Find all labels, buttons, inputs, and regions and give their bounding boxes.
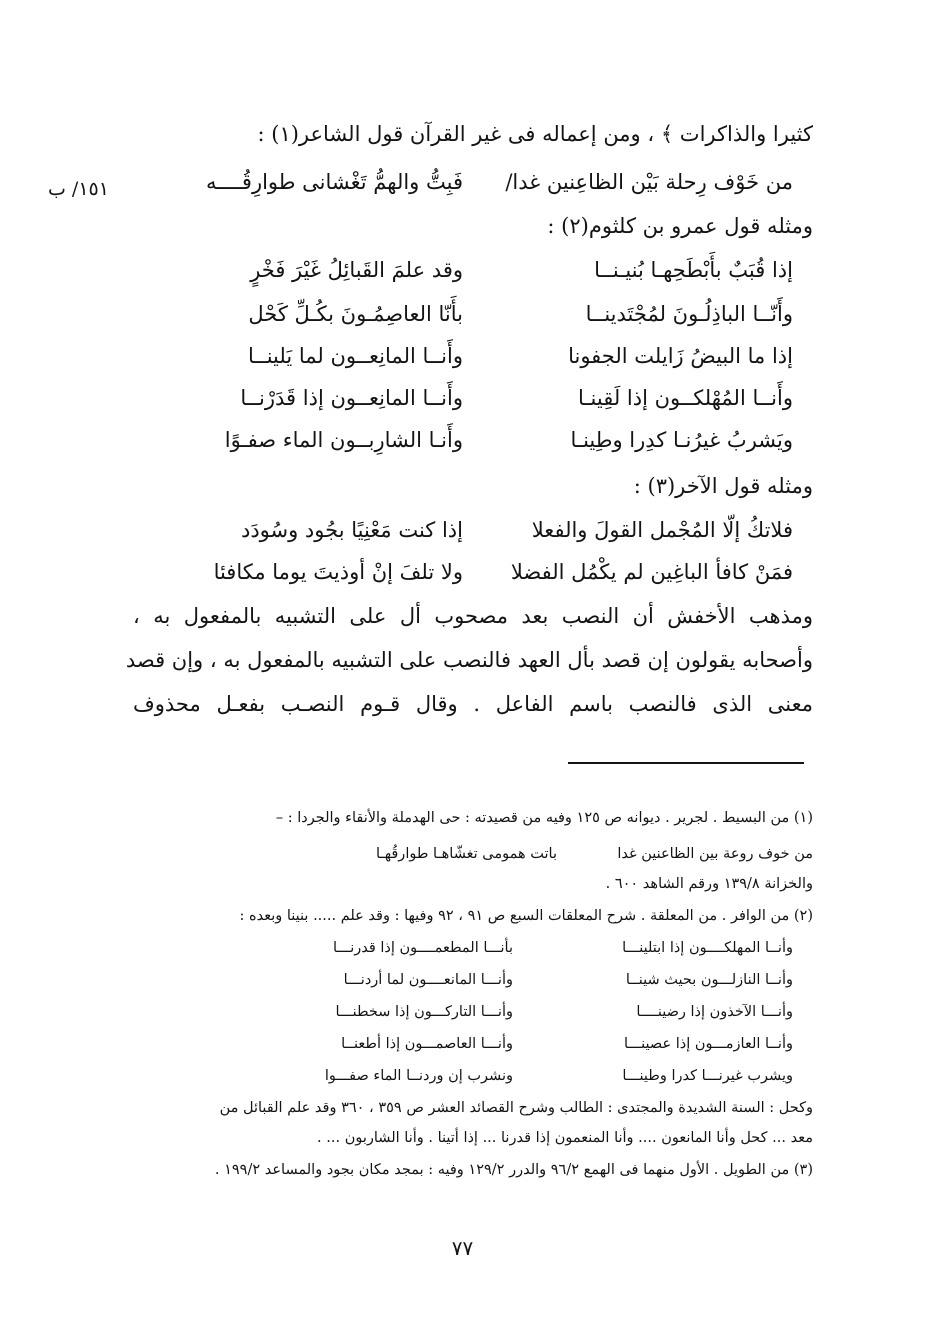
footnote-2-verse-1-b: وأنــا المهلكــــون إذا ابتلينـــا <box>622 940 793 956</box>
akhar-intro-line: ومثله قول الآخر(٣) : <box>633 474 813 498</box>
footnote-2-verse-4-a: وأنـــا العاصمـــون إذا أطعنــا <box>341 1036 513 1052</box>
akhar-verse-1-b: فلاتكُ إلّا المُجْمل القولَ والفعلا <box>531 518 793 542</box>
amr-verse-5-a: وأَنـا الشارِبــون الماء صفـوًا <box>224 428 463 452</box>
footnote-2-verse-4-b: وأنــا العازمـــون إذا عصينـــا <box>624 1036 793 1052</box>
footnote-1: (١) من البسيط . لجرير . ديوانه ص ١٢٥ وفيه من قصيدته : حى الهدملة والأنقاء والجردا : – <box>275 810 813 826</box>
amr-verse-3-a: وأَنــا المانِعــون لما يَلينــا <box>248 344 463 368</box>
akhar-verse-1-a: إذا كنت مَعْنِيًا بجُود وسُودَد <box>240 518 463 542</box>
footnote-2-verse-3-a: وأنـــا التاركـــون إذا سخطنـــا <box>335 1004 513 1020</box>
footnote-2-verse-1-a: بأنـــا المطعمــــون إذا قدرنـــا <box>333 940 513 956</box>
footnote-1-verse-b: من خوف روعة بين الظاعنين غدا <box>617 846 813 862</box>
amr-verse-4-b: وأَنــا المُهْلكــون إذا لَقِينـا <box>578 386 793 410</box>
footnote-2-verse-5-b: ويشرب غيرنـــا كدرا وطينـــا <box>622 1068 793 1084</box>
footnote-2-verse-2-b: وأنــا النازلـــون بحيث شينــا <box>625 972 793 988</box>
akhar-verse-2-b: فمَنْ كافأ الباغِين لم يكْمُل الفضلا <box>510 560 793 584</box>
amr-verse-1-b: إذا قُبَبٌ بأَبْطَحِهـا بُنيـنــا <box>594 258 793 282</box>
amr-verse-2-b: وأَنّــا الباذِلُـونَ لمُجْتَدينــا <box>585 302 793 326</box>
amr-verse-3-b: إذا ما البيضُ زَايلت الجفونا <box>568 344 793 368</box>
verse-1-first-hemistich: فَبِتُّ والهمُّ تَغْشانى طوارِقُــــه <box>206 170 463 194</box>
footnote-separator <box>568 762 804 764</box>
footnote-2-tail-1: وكحل : السنة الشديدة والمجتدى : الطالب وشرح القصائد العشر ص ٣٥٩ ، ٣٦٠ وقد علم القبائل من <box>219 1100 813 1116</box>
page-number: ٧٧ <box>451 1236 474 1260</box>
amr-verse-1-a: وقد علمَ القَبائِلُ غَيْرَ فَخْرٍ <box>250 258 463 282</box>
amr-verse-5-b: ويَشربُ غيرُنـا كدِرا وطِينـا <box>570 428 793 452</box>
prose-line-2: وأصحابه يقولون إن قصد بأل العهد فالنصب على التشبيه بالمفعول به ، وإن قصد <box>125 648 813 672</box>
footnote-1-tail: والخزانة ١٣٩/٨ ورقم الشاهد ٦٠٠ . <box>605 876 813 892</box>
footnote-3: (٣) من الطويل . الأول منهما فى الهمع ٩٦/٢ والدرر ١٢٩/٢ وفيه : بمجد مكان بجود والمساعد ١٩٩/٢ . <box>214 1162 813 1178</box>
main-line-1: كثيرا والذاكرات ﴾ ، ومن إعماله فى غير القرآن قول الشاعر(١) : <box>257 122 813 146</box>
prose-line-3: معنى الذى فالنصب باسم الفاعل . وقال قـوم النصـب بفعـل محذوف <box>133 692 813 716</box>
footnote-2-verse-2-a: وأنـــا المانعــــون لما أردنـــا <box>343 972 513 988</box>
akhar-verse-2-a: ولا تلفَ إنْ أوذيتَ يوما مكافئا <box>213 560 463 584</box>
amr-verse-2-a: بأَنّا العاصِمُـونَ بكُـلِّ كَحْل <box>248 302 463 326</box>
prose-line-1: ومذهب الأخفش أن النصب بعد مصحوب أل على التشبيه بالمفعول به ، <box>133 604 813 628</box>
verse-1-second-hemistich: من خَوْف رِحلة بَيْن الظاعِنين غدا/ <box>505 170 793 194</box>
footnote-2-verse-5-a: ونشرب إن وردنــا الماء صفـــوا <box>324 1068 513 1084</box>
amr-verse-4-a: وأَنــا المانِعــون إذا قَدَرْنــا <box>240 386 463 410</box>
footnote-2: (٢) من الوافر . من المعلقة . شرح المعلقات السبع ص ٩١ ، ٩٢ وفيها : وقد علم ..... بنينا وبعده : <box>239 908 813 924</box>
footnote-2-verse-3-b: وأنـــا الآخذون إذا رضينــــا <box>636 1004 793 1020</box>
footnote-1-verse-a: باتت همومى تغشّاهـا طوارقُهـا <box>376 846 557 862</box>
amr-intro-line: ومثله قول عمرو بن كلثوم(٢) : <box>547 214 813 238</box>
margin-folio-note: ١٥١/ ب <box>48 178 109 200</box>
footnote-2-tail-2: معد ... كحل وأنا المانعون .... وأنا المنعمون إذا قدرنا ... إذا أتينا . وأنا الشاربون ... . <box>317 1130 813 1146</box>
